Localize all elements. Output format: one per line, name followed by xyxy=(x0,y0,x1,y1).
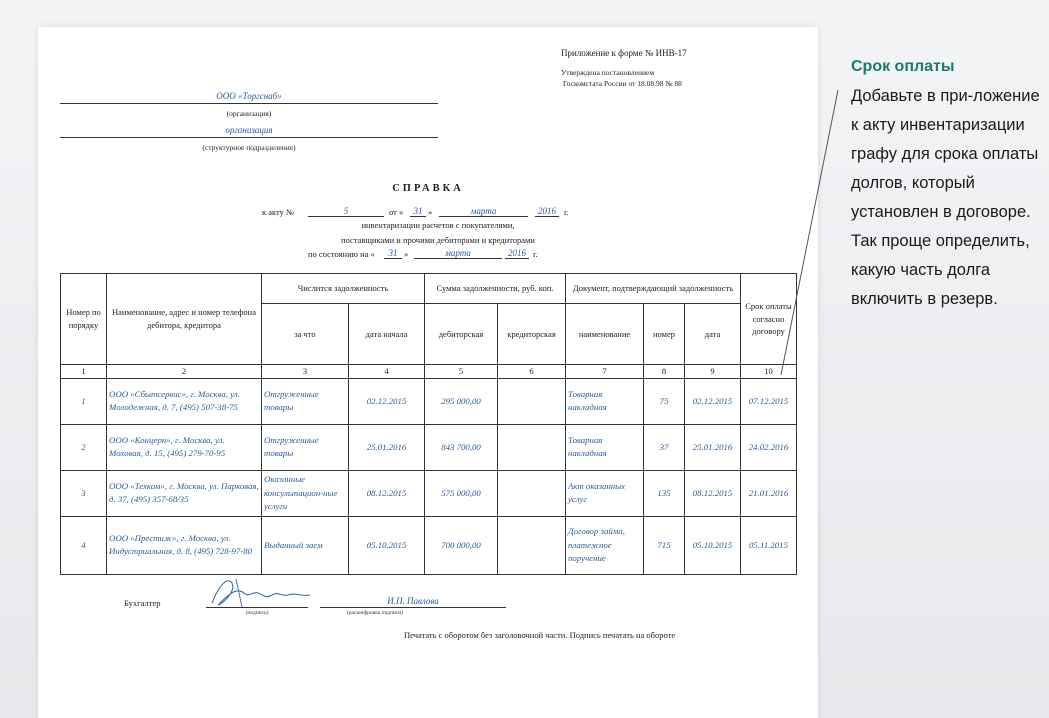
row-num: 2 xyxy=(81,441,86,452)
col-number: 7 xyxy=(566,365,644,379)
row-term: 24.02.2016 xyxy=(748,441,789,452)
state-day: 31 xyxy=(384,248,402,259)
col-number: 5 xyxy=(425,365,498,379)
row-reason: Оказанные консультацион-ные услуги xyxy=(264,474,338,511)
row-doc-num: 75 xyxy=(659,395,669,406)
annotation-panel xyxy=(851,58,1041,314)
row-doc-name: Товарная накладная xyxy=(568,389,607,413)
row-debtor: ООО «Техком», г. Москва, ул. Парковая, д. 37, (495) 357-68/35 xyxy=(109,481,259,505)
header-term: Срок оплаты согласно договору xyxy=(741,274,797,365)
act-day: 31 xyxy=(410,206,426,217)
col-number: 6 xyxy=(498,365,566,379)
row-debtor: ООО «Сбытсервис», г. Москва, ул. Молодежная, д. 7, (495) 507-38-75 xyxy=(109,389,240,413)
header-listed-date: дата начала xyxy=(349,304,425,365)
row-doc-name: Договор займа, платежное поручение xyxy=(568,526,625,563)
header-sum: Сумма задолженности, руб. коп. xyxy=(425,274,566,304)
row-doc-date: 05.10.2015 xyxy=(692,539,733,550)
col-number: 4 xyxy=(349,365,425,379)
row-num: 4 xyxy=(81,539,86,550)
accountant-label: Бухгалтер xyxy=(124,598,161,608)
row-doc-name: Товарная накладная xyxy=(568,435,607,459)
state-year: 2016 xyxy=(505,248,529,259)
row-debit: 700 000,00 xyxy=(441,539,481,550)
annotation-text: Добавьте в при-ложение к акту инвентаризации графу для срока оплаты долгов, который установлен в договоре. Так проще определить, какую часть долга включить в резерв. xyxy=(851,87,1040,308)
header-doc: Документ, подтверждающий задолженность xyxy=(566,274,741,304)
row-doc-num: 37 xyxy=(659,441,669,452)
state-year-suffix: г. xyxy=(533,249,538,259)
row-reason: Выданный заем xyxy=(264,539,323,550)
row-doc-name: Акт оказанных услуг xyxy=(568,481,626,505)
col-number: 8 xyxy=(644,365,685,379)
act-description-2: поставщиками и прочими дебиторами и кредиторами xyxy=(341,235,535,245)
header-sum-debit: дебиторская xyxy=(425,304,498,365)
doc-title: СПРАВКА xyxy=(392,183,464,194)
row-start-date: 05.10.2015 xyxy=(366,539,407,550)
row-num: 3 xyxy=(81,487,86,498)
row-doc-date: 02.12.2015 xyxy=(692,395,733,406)
appendix-label: Приложение к форме № ИНВ-17 xyxy=(561,48,687,58)
row-reason: Отгруженные товары xyxy=(264,435,319,459)
print-note: Печатать с оборотом без заголовочной части. Подпись печатать на обороте xyxy=(404,630,676,640)
name-caption: (расшифровка подписи) xyxy=(346,610,404,616)
header-listed-for: за что xyxy=(262,304,349,365)
approved-line-2: Госкомстата России от 18.08.98 № 88 xyxy=(563,79,682,88)
row-num: 1 xyxy=(81,395,86,406)
header-sum-credit: кредиторская xyxy=(498,304,566,365)
act-from: от « xyxy=(389,207,404,217)
row-debit: 843 700,00 xyxy=(441,441,481,452)
org-caption: (организация) xyxy=(226,109,272,118)
org-name: ООО «Торгснаб» xyxy=(216,91,282,101)
state-quote: » xyxy=(404,249,409,259)
row-term: 21.01.2016 xyxy=(748,487,789,498)
row-term: 07.12.2015 xyxy=(748,395,789,406)
header-listed: Числится задолженность xyxy=(262,274,425,304)
annotation-title: Срок оплаты xyxy=(851,58,955,75)
accountant-name: И.П. Павлова xyxy=(387,596,439,606)
state-month: марта xyxy=(414,248,502,259)
division-caption: (структурное подразделение) xyxy=(202,143,296,152)
act-prefix: к акту № xyxy=(262,207,295,217)
act-year-suffix: г. xyxy=(564,207,569,217)
header-doc-num: номер xyxy=(644,304,685,365)
row-doc-date: 08.12.2015 xyxy=(692,487,733,498)
row-debit: 575 000,00 xyxy=(441,487,481,498)
state-prefix: по состоянию на « xyxy=(308,249,375,259)
col-number: 10 xyxy=(741,365,797,379)
row-term: 05.11.2015 xyxy=(749,539,788,550)
act-month: марта xyxy=(439,206,528,217)
row-doc-date: 25.01.2016 xyxy=(692,441,733,452)
row-start-date: 25.01.2016 xyxy=(366,441,407,452)
row-debtor: ООО «Престиж», г. Москва, ул. Индустриальная, д. 8, (495) 728-97-80 xyxy=(109,533,253,557)
row-reason: Отгруженные товары xyxy=(264,389,319,413)
act-quote: » xyxy=(428,207,433,217)
header-doc-date: дата xyxy=(685,304,741,365)
act-number: 5 xyxy=(308,206,384,217)
approved-line-1: Утверждена постановлением xyxy=(561,68,655,77)
col-number: 9 xyxy=(685,365,741,379)
row-doc-num: 715 xyxy=(657,539,671,550)
col-number: 2 xyxy=(107,365,262,379)
act-year: 2016 xyxy=(535,206,559,217)
row-start-date: 02.12.2015 xyxy=(366,395,407,406)
division-name: организация xyxy=(225,125,273,135)
header-name: Наименование, адрес и номер телефона дебитора, кредитора xyxy=(107,274,262,365)
header-num: Номер по порядку xyxy=(61,274,107,365)
row-debtor: ООО «Концерн», г. Москва, ул. Моховая, д. 15, (495) 279-70-95 xyxy=(109,435,226,459)
act-description-1: инвентаризации расчетов с покупателями, xyxy=(361,220,515,230)
header-doc-name: наименование xyxy=(566,304,644,365)
signature-caption: (подпись) xyxy=(245,610,269,616)
col-number: 3 xyxy=(262,365,349,379)
col-number: 1 xyxy=(61,365,107,379)
row-start-date: 08.12.2015 xyxy=(366,487,407,498)
row-debit: 295 000,00 xyxy=(441,395,481,406)
row-doc-num: 135 xyxy=(657,487,671,498)
